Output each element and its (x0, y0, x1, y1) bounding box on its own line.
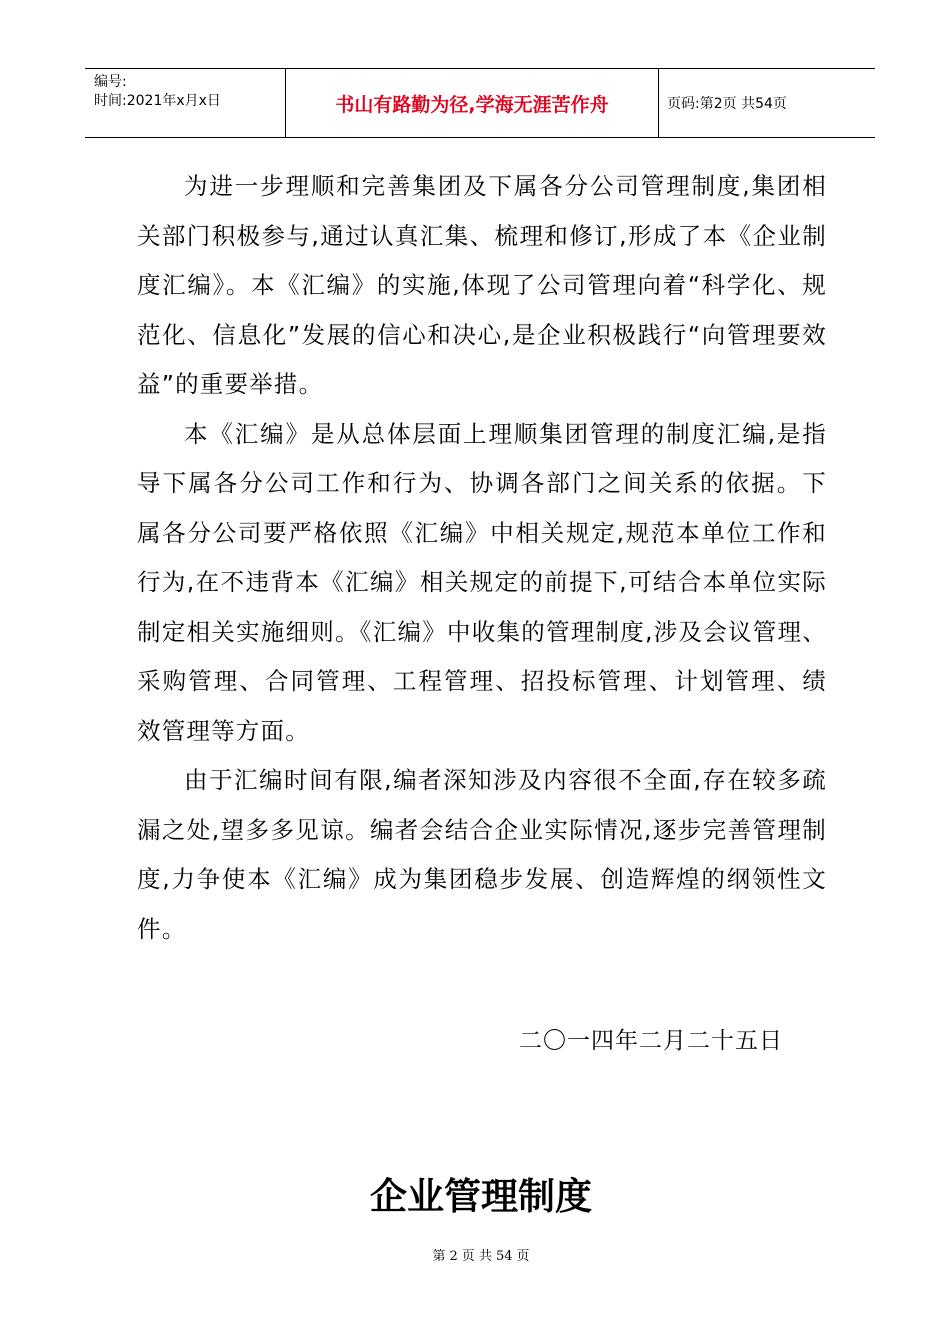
header-page-info: 页码:第2页 共54页 (667, 96, 787, 112)
paragraph-closing: 由于汇编时间有限,编者深知涉及内容很不全面,存在较多疏漏之处,望多多见谅。编者会结合企业实际情况,逐步完善管理制度,力争使本《汇编》成为集团稳步发展、创造辉煌的纲领性文件。 (137, 766, 827, 943)
footer-suffix: 页 (516, 1249, 530, 1264)
page-footer (0, 1245, 950, 1264)
footer-prefix: 第 (432, 1249, 446, 1264)
header-table (85, 68, 875, 138)
header-slogan-cell (286, 69, 659, 137)
section-title: 企业管理制度 (370, 1175, 592, 1218)
header-info-cell (85, 69, 286, 137)
paragraph-scope: 本《汇编》是从总体层面上理顺集团管理的制度汇编,是指导下属各分公司工作和行为、协调各部门之间关系的依据。下属各分公司要严格依照《汇编》中相关规定,规范本单位工作和行为,在不违背本《汇编》相关规定的前提下,可结合本单位实际制定相关实施细则。《汇编》中收集的管理制度,涉及会议管理、采购管理、合同管理、工程管理、招投标管理、计划管理、绩效管理等方面。 (137, 419, 827, 745)
document-time-label: 时间:2021年x月x日 (94, 93, 221, 109)
footer-total-pages: 54 (495, 1249, 513, 1264)
footer-page-number: 2 (449, 1249, 458, 1264)
body-content (137, 162, 827, 954)
document-number-label: 编号: (94, 74, 127, 90)
footer-middle: 页 共 (461, 1249, 492, 1264)
document-date: 二〇一四年二月二十五日 (519, 1028, 783, 1054)
paragraph-intro: 为进一步理顺和完善集团及下属各分公司管理制度,集团相关部门积极参与,通过认真汇集、梳理和修订,形成了本《企业制度汇编》。本《汇编》的实施,体现了公司管理向着“科学化、规范化、信息化”发展的信心和决心,是企业积极践行“向管理要效益”的重要举措。 (137, 172, 827, 398)
header-slogan: 书山有路勤为径,学海无涯苦作舟 (335, 93, 609, 116)
